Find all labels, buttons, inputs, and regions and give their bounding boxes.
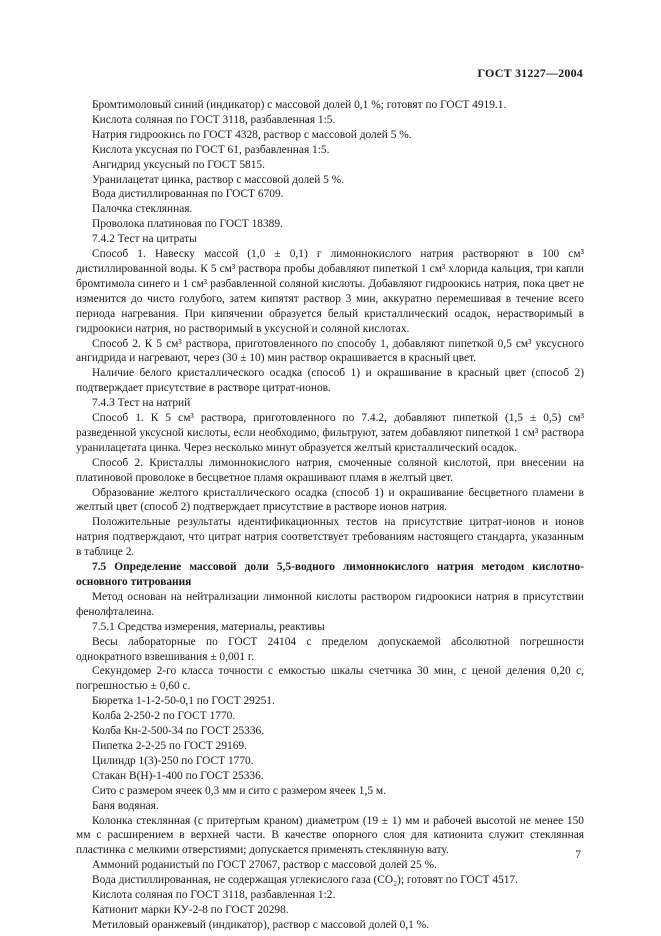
paragraph: Стакан В(Н)-1-400 по ГОСТ 25336. <box>92 769 264 782</box>
paragraph: Аммоний роданистый по ГОСТ 27067, раствор с массовой долей 25 %. <box>92 859 437 872</box>
paragraph: Метиловый оранжевый (индикатор), раствор с массовой долей 0,1 %. <box>92 918 430 931</box>
paragraph: Пипетка 2-2-25 по ГОСТ 29169. <box>92 739 247 752</box>
paragraph: Кислота соляная по ГОСТ 3118, разбавленная 1:5. <box>92 113 336 126</box>
page-number: 7 <box>575 849 581 861</box>
paragraph: Способ 1. К 5 см³ раствора, приготовленного по 7.4.2, добавляют пипеткой (1,5 ± 0,5) см³ разведенной уксусной кислоты, если необходимо, фильтруют, затем добавляют пипеткой 1 см³ раствора уранилацетата цинка. Через несколько минут образуется желтый кристаллический осадок. <box>76 412 584 454</box>
paragraph: Секундомер 2-го класса точности с емкостью шкалы счетчика 30 мин, с ценой деления 0,20 с, погрешностью ± 0,60 с. <box>76 665 584 693</box>
paragraph: Баня водяная. <box>92 799 159 812</box>
paragraph: Натрия гидроокись по ГОСТ 4328, раствор с массовой долей 5 %. <box>92 128 412 141</box>
paragraph: Колба 2-250-2 по ГОСТ 1770. <box>92 710 236 723</box>
document-header: ГОСТ 31227—2004 <box>477 66 583 80</box>
document-body <box>76 98 584 933</box>
paragraph: Метод основан на нейтрализации лимонной кислоты раствором гидроокиси натрия в присутствии фенолфталеина. <box>76 590 584 618</box>
paragraph: Колба Кн-2-500-34 по ГОСТ 25336. <box>92 725 265 738</box>
paragraph: Ангидрид уксусный по ГОСТ 5815. <box>92 158 265 171</box>
paragraph: Бюретка 1-1-2-50-0,1 по ГОСТ 29251. <box>92 695 275 708</box>
paragraph: Образование желтого кристаллического осадка (способ 1) и окрашивание бесцветного пламени в желтый цвет (способ 2) подтверждает присутствие в растворе ионов натрия. <box>76 486 584 514</box>
paragraph: Вода дистиллированная по ГОСТ 6709. <box>92 188 284 201</box>
paragraph: Вода дистиллированная, не содержащая углекислого газа (CO₂); готовят по ГОСТ 4517. <box>92 874 518 887</box>
paragraph: Наличие белого кристаллического осадка (способ 1) и окрашивание в красный цвет (способ 2) подтверждает присутствие в растворе цитрат-ионов. <box>76 367 584 395</box>
paragraph: Палочка стеклянная. <box>92 203 193 216</box>
paragraph: Кислота уксусная по ГОСТ 61, разбавленная 1:5. <box>92 143 330 156</box>
paragraph: Проволока платиновая по ГОСТ 18389. <box>92 218 283 231</box>
paragraph: Способ 2. К 5 см³ раствора, приготовленного по способу 1, добавляют пипеткой 0,5 см³ уксусного ангидрида и нагревают, через (30 ± 10) мин раствор окрашивается в красный цвет. <box>76 337 584 365</box>
paragraph: Способ 1. Навеску массой (1,0 ± 0,1) г лимоннокислого натрия растворяют в 100 см³ дистиллированной воды. К 5 см³ раствора пробы добавляют пипеткой 1 см³ хлорида кальция, три капли бромтимола синего и 1 см³ разбавленной соляной кислоты. Добавляют гидроокись натрия, пока цвет не изменится до чисто голубого, затем кипятят раствор 3 мин, аккуратно перемешивая в течение всего периода нагревания. При кипячении образуется белый кристаллический осадок, нерастворимый в гидроокиси натрия, но растворимый в уксусной и соляной кислотах. <box>76 248 584 335</box>
paragraph: Весы лабораторные по ГОСТ 24104 с пределом допускаемой абсолютной погрешности однократного взвешивания ± 0,001 г. <box>76 635 584 663</box>
paragraph: 7.4.3 Тест на натрий <box>92 397 191 410</box>
paragraph: Цилиндр 1(3)-250 по ГОСТ 1770. <box>92 754 254 767</box>
paragraph: 7.4.2 Тест на цитраты <box>92 233 197 246</box>
paragraph: Кислота соляная по ГОСТ 3118, разбавленная 1:2. <box>92 889 336 902</box>
paragraph: Катионит марки КУ-2-8 по ГОСТ 20298. <box>92 903 289 916</box>
paragraph: Способ 2. Кристаллы лимоннокислого натрия, смоченные соляной кислотой, при внесении на платиновой проволоке в бесцветное пламя окрашивают пламя в желтый цвет. <box>76 456 584 484</box>
paragraph: 7.5.1 Средства измерения, материалы, реактивы <box>92 620 325 633</box>
paragraph: Положительные результаты идентификационных тестов на присутствие цитрат-ионов и ионов натрия подтверждают, что цитрат натрия соответствует требованиям настоящего стандарта, указанным в таблице 2. <box>76 516 584 559</box>
paragraph: Колонка стеклянная (с притертым краном) диаметром (19 ± 1) мм и рабочей высотой не менее 150 мм с расширением в верхней части. В качестве опорного слоя для катионита служит стеклянная пластинка с мелкими отверстиями; допускается применять стеклянную вату. <box>76 814 584 857</box>
paragraph: Уранилацетат цинка, раствор с массовой долей 5 %. <box>92 173 345 186</box>
paragraph: Сито с размером ячеек 0,3 мм и сито с размером ячеек 1,5 м. <box>92 784 386 797</box>
paragraph: Бромтимоловый синий (индикатор) с массовой долей 0,1 %; готовят по ГОСТ 4919.1. <box>92 99 507 111</box>
paragraph: 7.5 Определение массовой доли 5,5-водного лимоннокислого натрия методом кислотно-основного титрования <box>76 561 584 588</box>
